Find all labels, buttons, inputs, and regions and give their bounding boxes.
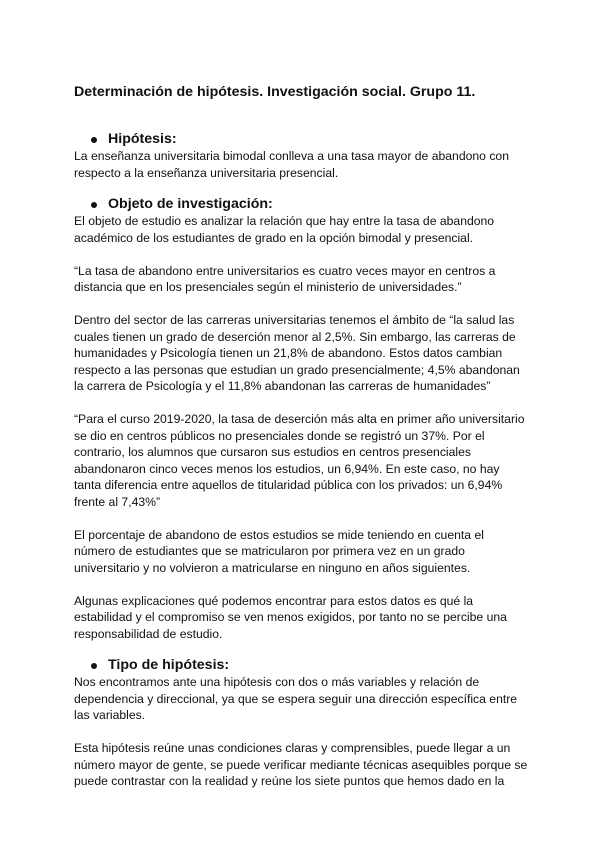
bullet-icon [91, 137, 97, 143]
section-heading-label: Objeto de investigación: [108, 196, 273, 212]
document-title: Determinación de hipótesis. Investigación social. Grupo 11. [74, 84, 476, 100]
paragraph: La enseñanza universitaria bimodal conlleva a una tasa mayor de abandono con respecto a la enseñanza universitaria presencial. [74, 149, 509, 180]
section-heading-hipotesis [74, 131, 528, 148]
bullet-icon [91, 202, 97, 208]
section-heading-label: Tipo de hipótesis: [108, 657, 230, 673]
paragraph: Nos encontramos ante una hipótesis con dos o más variables y relación de dependencia y direccional, ya que se espera seguir una dirección específica entre las variables. [74, 675, 518, 722]
paragraph: El objeto de estudio es analizar la relación que hay entre la tasa de abandono académico de los estudiantes de grado en la opción bimodal y presencial. [74, 214, 495, 245]
paragraph: El porcentaje de abandono de estos estudios se mide teniendo en cuenta el número de estudiantes que se matricularon por primera vez en un grado universitario y no volvieron a matricularse en ninguno en años siguientes. [74, 527, 484, 575]
bullet-icon [91, 663, 97, 669]
section-heading-objeto-investigacion [74, 196, 528, 213]
quote-paragraph: “Para el curso 2019-2020, la tasa de deserción más alta en primer año universitario se dio en centros públicos no presenciales donde se registró un 37%. Por el contrario, los alumnos que cursaron sus estudios en centros presenciales abandonaron cinco veces menos los estudios, un 6,94%. En este caso, no hay tanta diferencia entre aquellos de titularidad pública con los privados: un 6,94% frente al 7,43%” [74, 412, 525, 509]
paragraph: Algunas explicaciones qué podemos encontrar para estos datos es qué la estabilidad y el compromiso se ven menos exigidos, por tanto no se percibe una responsabilidad de estudio. [74, 593, 507, 641]
paragraph: Esta hipótesis reúne unas condiciones claras y comprensibles, puede llegar a un número mayor de gente, se puede verificar mediante técnicas asequibles porque se puede contrastar con la realidad y reúne los siete puntos que hemos dado en la [74, 741, 528, 788]
paragraph: Dentro del sector de las carreras universitarias tenemos el ámbito de “la salud las cuales tienen un grado de deserción menor al 2,5%. Sin embargo, las carreras de humanidades y Psicología tienen un 21,8% de abandono. Estos datos cambian respecto a las personas que estudian un grado presencialmente; 4,5% abandonan la carrera de Psicología y el 11,8% abandonan las carreras de humanidades” [74, 313, 520, 393]
quote-paragraph: “La tasa de abandono entre universitarios es cuatro veces mayor en centros a distancia que en los presenciales según el ministerio de universidades.” [74, 263, 496, 294]
section-heading-label: Hipótesis: [108, 131, 177, 147]
section-heading-tipo-hipotesis [74, 657, 528, 674]
